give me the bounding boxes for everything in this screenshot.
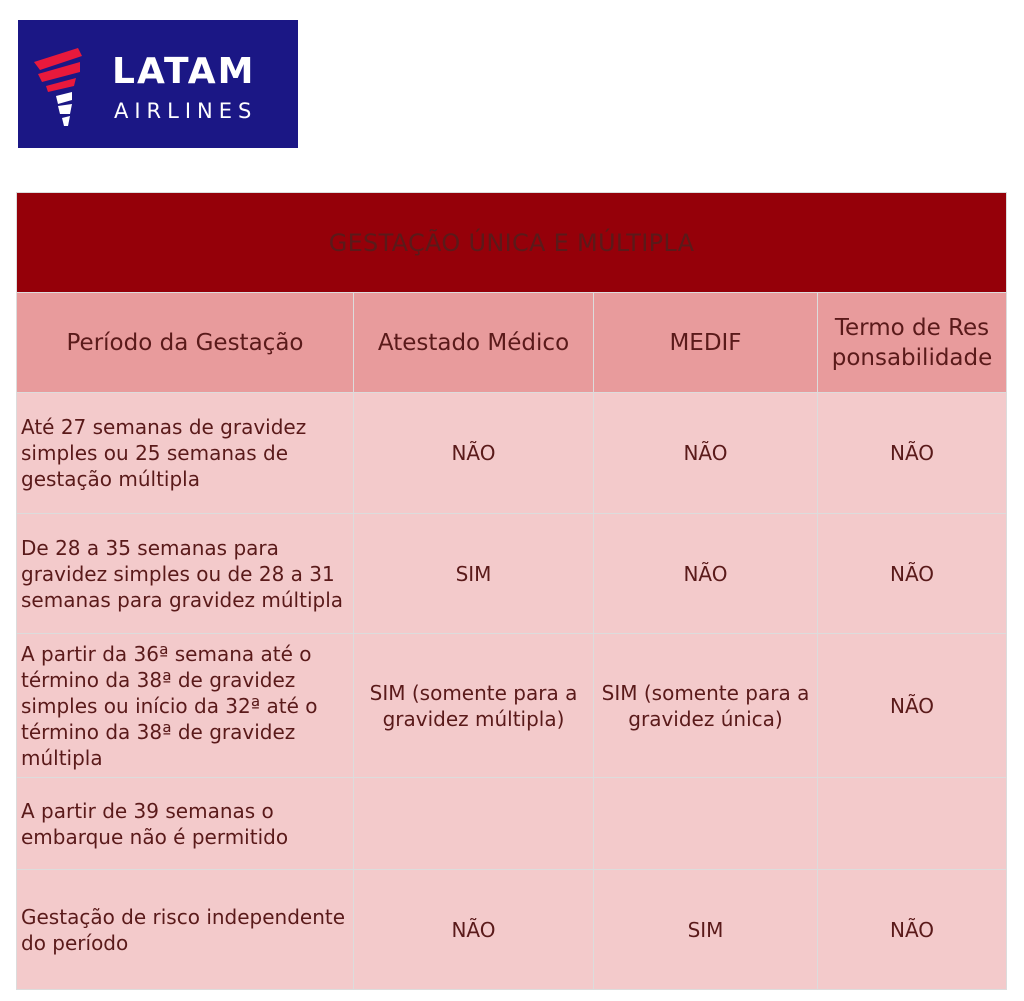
cell-medif (594, 778, 818, 870)
cell-atestado: SIM (somente para a gravidez múltipla) (354, 634, 594, 778)
cell-medif: NÃO (594, 393, 818, 514)
header-atestado: Atestado Médico (354, 293, 594, 393)
cell-atestado (354, 778, 594, 870)
table-row (17, 514, 1007, 634)
table-header-row (17, 293, 1007, 393)
cell-medif: SIM (594, 870, 818, 990)
cell-termo: NÃO (818, 870, 1007, 990)
cell-period: A partir da 36ª semana até o término da 38ª de gravidez simples ou início da 32ª até o término da 38ª de gravidez múltipla (17, 634, 354, 778)
cell-termo (818, 778, 1007, 870)
cell-atestado: NÃO (354, 393, 594, 514)
table-row (17, 393, 1007, 514)
cell-medif: NÃO (594, 514, 818, 634)
header-termo: Termo de Responsabilidade (818, 293, 1007, 393)
header-periodo: Período da Gestação (17, 293, 354, 393)
cell-atestado: NÃO (354, 870, 594, 990)
cell-period: Até 27 semanas de gravidez simples ou 25 semanas de gestação múltipla (17, 393, 354, 514)
latam-airlines-logo (18, 20, 298, 148)
pregnancy-policy-table (16, 192, 1007, 990)
cell-termo: NÃO (818, 634, 1007, 778)
table-title-row (17, 193, 1007, 293)
logo-sub-text: AIRLINES (114, 99, 258, 123)
cell-period: De 28 a 35 semanas para gravidez simples ou de 28 a 31 semanas para gravidez múltipla (17, 514, 354, 634)
table-row (17, 778, 1007, 870)
cell-termo: NÃO (818, 514, 1007, 634)
cell-atestado: SIM (354, 514, 594, 634)
cell-medif: SIM (somente para a gravidez única) (594, 634, 818, 778)
table-row (17, 870, 1007, 990)
cell-period: A partir de 39 semanas o embarque não é permitido (17, 778, 354, 870)
logo-brand-text: LATAM (112, 51, 256, 92)
cell-termo: NÃO (818, 393, 1007, 514)
header-medif: MEDIF (594, 293, 818, 393)
cell-period: Gestação de risco independente do período (17, 870, 354, 990)
table-title: GESTAÇÃO ÚNICA E MÚLTIPLA (17, 193, 1007, 293)
table-row (17, 634, 1007, 778)
